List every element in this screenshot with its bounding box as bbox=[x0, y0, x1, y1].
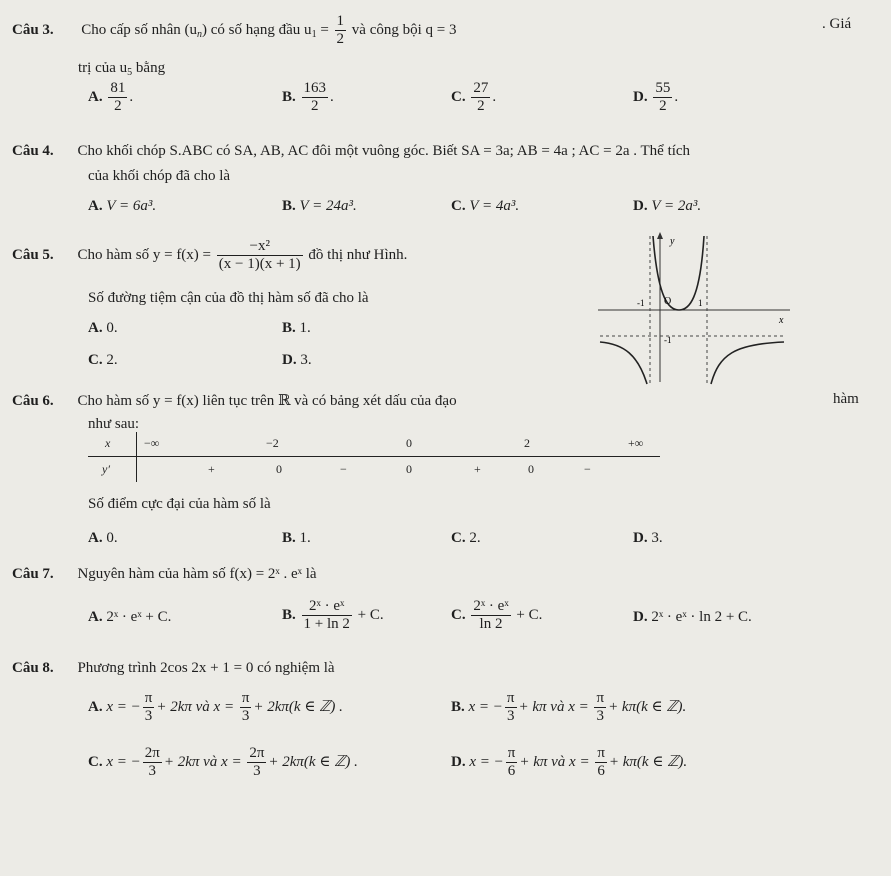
sign-table-y-4: + bbox=[474, 462, 481, 476]
sign-table-y-3: 0 bbox=[406, 462, 412, 476]
sign-table-vline bbox=[136, 432, 137, 482]
q4-line2: của khối chóp đã cho là bbox=[88, 168, 231, 184]
q7-option-a[interactable]: A. 2ˣ · eˣ + C. bbox=[88, 609, 172, 625]
q5-function-fraction: $\frac{\text{−x²}}{(x - 1)(x + 1)}$ bbox=[218, 238, 301, 272]
sign-table-y-0: + bbox=[208, 462, 215, 476]
q3-option-b[interactable]: B. $\frac{163}{2}$ . bbox=[282, 80, 334, 114]
q3-text-end: . Giá bbox=[822, 16, 852, 32]
q6-label: Câu 6. bbox=[12, 393, 54, 409]
graph-curve-right bbox=[711, 342, 784, 384]
q8-option-d[interactable]: D. x = − $\frac{\pi}{6}$ + kπ và x = $\frac{\pi}{6}$ + kπ(k ∈ ℤ). bbox=[451, 745, 688, 779]
graph-pos1-label: 1 bbox=[698, 298, 703, 308]
sign-table-y-5: 0 bbox=[528, 462, 534, 476]
q6-line3: Số điểm cực đại của hàm số là bbox=[88, 496, 271, 512]
q5-label: Câu 5. bbox=[12, 246, 54, 263]
q6-text-end: hàm bbox=[833, 391, 859, 407]
q8-label: Câu 8. bbox=[12, 660, 54, 676]
sign-table-x-1: −2 bbox=[266, 436, 279, 450]
sign-table-x-3: 2 bbox=[524, 436, 530, 450]
q3-line1: Câu 3. Cho cấp số nhân $(u_n)$ có số hạng đầu $u_1$ = $\frac{1}{2}$ và công bội q = 3 bbox=[12, 13, 457, 47]
q5-option-a[interactable]: A. 0. bbox=[88, 320, 118, 336]
q7-line1: Câu 7. Nguyên hàm của hàm số f(x) = 2ˣ . eˣ là bbox=[12, 566, 317, 582]
q3-option-a[interactable]: A. $\frac{81}{2}$ . bbox=[88, 80, 134, 114]
q3-option-c[interactable]: C. $\frac{27}{2}$ . bbox=[451, 80, 497, 114]
q7-label: Câu 7. bbox=[12, 566, 54, 582]
q6-option-a[interactable]: A. 0. bbox=[88, 530, 118, 546]
q3-label: Câu 3. bbox=[12, 21, 54, 38]
q6-line1: Câu 6. Cho hàm số y = f(x) liên tục trên ℝ và có bảng xét dấu của đạo bbox=[12, 393, 457, 409]
q5-line2: Số đường tiệm cận của đồ thị hàm số đã cho là bbox=[88, 290, 369, 306]
q4-option-b[interactable]: B. V = 24a³. bbox=[282, 198, 357, 214]
q4-label: Câu 4. bbox=[12, 143, 54, 159]
q5-option-b[interactable]: B. 1. bbox=[282, 320, 311, 336]
graph-curve-left bbox=[600, 342, 647, 384]
graph-y-arrow bbox=[657, 232, 663, 239]
q4-option-d[interactable]: D. V = 2a³. bbox=[633, 198, 702, 214]
graph-x-label: x bbox=[779, 315, 784, 326]
q3-option-d[interactable]: D. $\frac{55}{2}$ . bbox=[633, 80, 679, 114]
q4-option-a[interactable]: A. V = 6a³. bbox=[88, 198, 157, 214]
q7-option-d[interactable]: D. 2ˣ · eˣ · ln 2 + C. bbox=[633, 609, 752, 625]
sign-table bbox=[88, 432, 660, 482]
sign-table-y-head: y′ bbox=[102, 462, 110, 476]
sign-table-y-6: − bbox=[584, 462, 591, 476]
sign-table-x-0: −∞ bbox=[144, 436, 160, 450]
q6-option-c[interactable]: C. 2. bbox=[451, 530, 481, 546]
q7-option-c[interactable]: C. $\frac{\text{2ˣ · eˣ}}{\ln 2}$ + C. bbox=[451, 598, 543, 632]
graph-curve-middle bbox=[653, 236, 704, 310]
q4-line1: Câu 4. Cho khối chóp S.ABC có SA, AB, AC đôi một vuông góc. Biết SA = 3a; AB = 4a ; AC = 2a . Thể tích bbox=[12, 143, 691, 159]
sign-table-x-head: x bbox=[105, 436, 111, 450]
q6-option-d[interactable]: D. 3. bbox=[633, 530, 663, 546]
graph-y-label: y bbox=[670, 236, 675, 247]
graph-origin-label: O bbox=[664, 296, 672, 307]
graph-neg1-label: -1 bbox=[637, 298, 645, 308]
q3-u1-fraction: $\frac{1}{2}$ bbox=[336, 13, 345, 47]
q8-line1: Câu 8. Phương trình 2cos 2x + 1 = 0 có nghiệm là bbox=[12, 660, 335, 676]
q5-function-graph bbox=[594, 230, 794, 386]
q8-option-b[interactable]: B. x = − $\frac{\pi}{3}$ + kπ và x = $\frac{\pi}{3}$ + kπ(k ∈ ℤ). bbox=[451, 690, 687, 724]
q6-line2: như sau: bbox=[88, 416, 140, 432]
q3-line2: trị của $u_5$ bằng bbox=[78, 60, 166, 78]
graph-yneg1-label: -1 bbox=[664, 335, 672, 345]
sign-table-hline bbox=[88, 456, 660, 457]
q7-option-b[interactable]: B. $\frac{\text{2ˣ · eˣ}}{1 + \ln 2}$ + C. bbox=[282, 598, 384, 632]
sign-table-y-2: − bbox=[340, 462, 347, 476]
q5-option-d[interactable]: D. 3. bbox=[282, 352, 312, 368]
sign-table-x-4: +∞ bbox=[628, 436, 644, 450]
q8-option-a[interactable]: A. x = − $\frac{\pi}{3}$ + 2kπ và x = $\frac{\pi}{3}$ + 2kπ(k ∈ ℤ) . bbox=[88, 690, 343, 724]
sign-table-x-2: 0 bbox=[406, 436, 412, 450]
q5-option-c[interactable]: C. 2. bbox=[88, 352, 118, 368]
q8-option-c[interactable]: C. x = − $\frac{2\pi}{3}$ + 2kπ và x = $\frac{2\pi}{3}$ + 2kπ(k ∈ ℤ) . bbox=[88, 745, 358, 779]
sign-table-y-1: 0 bbox=[276, 462, 282, 476]
q5-line1: Câu 5. Cho hàm số y = f(x) = $\frac{\text{−x²}}{(x - 1)(x + 1)}$ đồ thị như Hình. bbox=[12, 238, 408, 272]
q6-option-b[interactable]: B. 1. bbox=[282, 530, 311, 546]
q4-option-c[interactable]: C. V = 4a³. bbox=[451, 198, 520, 214]
